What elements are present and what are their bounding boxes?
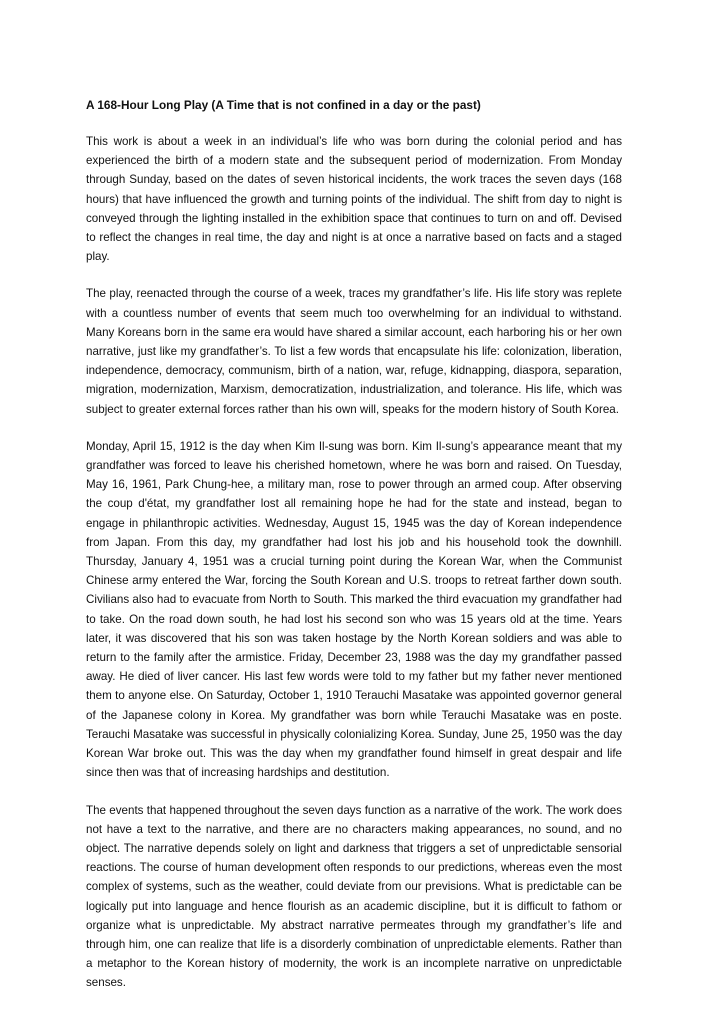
document-title: A 168-Hour Long Play (A Time that is not confined in a day or the past) [86,98,481,112]
paragraph-narrative: The events that happened throughout the seven days function as a narrative of the work. The work does not have a text to the narrative, and there are no characters making appearances, no sound, and no object. The narrative depends solely on light and darkness that triggers a set of unpredictable sensorial reactions. The course of human development often responds to our predictions, whereas even the most complex of systems, such as the weather, could deviate from our previsions. What is predictable can be logically put into language and hence flourish as an academic discipline, but it is difficult to fathom or organize what is unpredictable. My abstract narrative permeates through my grandfather’s life and through him, one can realize that life is a disorderly combination of unpredictable elements. Rather than a metaphor to the Korean history of modernity, the work is an incomplete narrative on unpredictable senses. [86,803,622,990]
document-page [86,96,622,1011]
paragraph-grandfather-life: The play, reenacted through the course of a week, traces my grandfather’s life. His life story was replete with a countless number of events that seem much too overwhelming for an individual to withstand. Many Koreans born in the same era would have shared a similar account, each harboring his or her own narrative, just like my grandfather’s. To list a few words that encapsulate his life: colonization, liberation, independence, democracy, communism, birth of a nation, war, refuge, kidnapping, diaspora, separation, migration, modernization, Marxism, democratization, industrialization, and tolerance. His life, which was subject to greater external forces rather than his own will, speaks for the modern history of South Korea. [86,287,622,416]
paragraph-intro: This work is about a week in an individual’s life who was born during the colonial period and has experienced the birth of a modern state and the subsequent period of modernization. From Monday through Sunday, based on the dates of seven historical incidents, the work traces the seven days (168 hours) that have influenced the growth and turning points of the individual. The shift from day to night is conveyed through the lighting installed in the exhibition space that continues to turn on and off. Devised to reflect the changes in real time, the day and night is at once a narrative based on facts and a staged play. [86,135,622,264]
paragraph-seven-days: Monday, April 15, 1912 is the day when Kim Il-sung was born. Kim Il-sung’s appearance meant that my grandfather was forced to leave his cherished hometown, where he was born and raised. On Tuesday, May 16, 1961, Park Chung-hee, a military man, rose to power through an armed coup. After observing the coup d'état, my grandfather lost all remaining hope he had for the state and instead, began to engage in philanthropic activities. Wednesday, August 15, 1945 was the day of Korean independence from Japan. From this day, my grandfather had lost his job and his household took the downhill. Thursday, January 4, 1951 was a crucial turning point during the Korean War, when the Communist Chinese army entered the War, forcing the South Korean and U.S. troops to retreat farther down south. Civilians also had to evacuate from North to South. This marked the third evacuation my grandfather had to take. On the road down south, he had lost his second son who was 15 years old at the time. Years later, it was discovered that his son was taken hostage by the North Korean soldiers and was able to return to the family after the armistice. Friday, December 23, 1988 was the day my grandfather passed away. He died of liver cancer. His last few words were told to my father but my father never mentioned them to anyone else. On Saturday, October 1, 1910 Terauchi Masatake was appointed governor general of the Japanese colony in Korea. My grandfather was born while Terauchi Masatake was en poste. Terauchi Masatake was successful in physically colonializing Korea. Sunday, June 25, 1950 was the day Korean War broke out. This was the day when my grandfather found himself in great despair and life since then was that of increasing hardships and destitution. [86,439,622,780]
